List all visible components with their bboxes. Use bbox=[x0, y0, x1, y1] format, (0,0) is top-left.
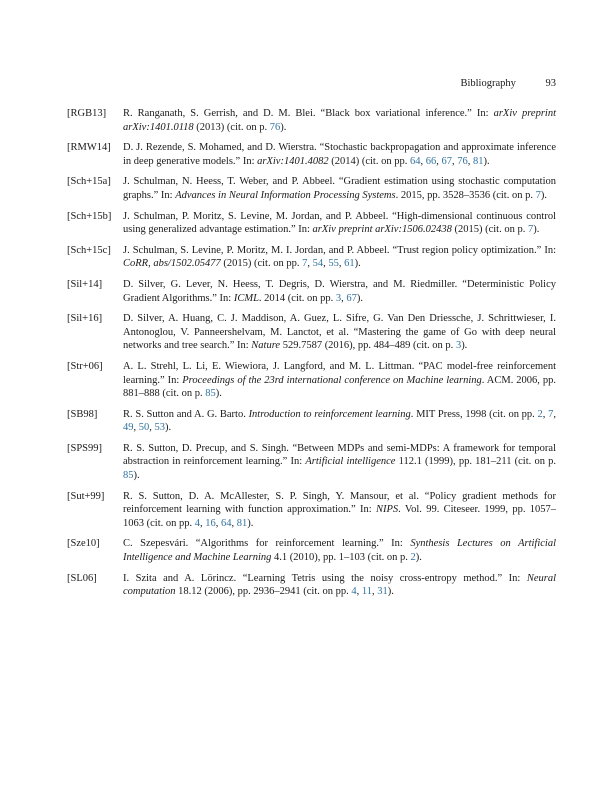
citation-text bbox=[123, 312, 556, 353]
citation-text-segment: , bbox=[215, 517, 221, 529]
citation-text-segment: ). bbox=[280, 121, 287, 133]
citation-text-segment: ). bbox=[483, 155, 490, 167]
italic-venue-text: arXiv:1401.4082 bbox=[257, 155, 329, 167]
citation-text-segment: , bbox=[451, 155, 458, 167]
page-reference-link[interactable]: 7 bbox=[302, 258, 308, 270]
citation-text-segment: R. S. Sutton, D. A. McAllester, S. P. Singh, Y. Mansour, et al. “Policy gradient methods for reinforcement learning with function approximation.” In: bbox=[123, 490, 556, 516]
citation-text-segment: ). bbox=[461, 340, 468, 352]
page-reference-link[interactable]: 85 bbox=[123, 470, 134, 482]
citation-text-segment: R. S. Sutton, D. Precup, and S. Singh. “Between MDPs and semi-MDPs: A framework for temporal abstraction in reinforcement learning.” In: bbox=[123, 442, 556, 468]
bibliography-entry bbox=[67, 175, 556, 202]
citation-text-segment: , bbox=[133, 422, 139, 434]
citation-key: [Sch+15b] bbox=[67, 210, 112, 222]
citation-text bbox=[123, 408, 556, 435]
citation-key: [SL06] bbox=[67, 572, 97, 584]
page-reference-link[interactable]: 66 bbox=[425, 155, 437, 167]
citation-text-segment: J. Schulman, P. Moritz, S. Levine, M. Jordan, and P. Abbeel. “High-dimensional continuous control using generalized advantage estimation.” In: bbox=[123, 210, 556, 236]
page-reference-link[interactable]: 81 bbox=[472, 155, 484, 167]
citation-text-segment: , bbox=[467, 155, 473, 167]
page-reference-link[interactable]: 61 bbox=[344, 258, 355, 270]
citation-text bbox=[123, 244, 556, 271]
citation-key: [Sil+14] bbox=[67, 278, 103, 290]
italic-venue-text: Artificial intelligence bbox=[305, 456, 396, 468]
citation-key: [Sch+15a] bbox=[67, 176, 111, 188]
page-reference-link[interactable]: 7 bbox=[535, 189, 541, 201]
page-reference-link[interactable]: 3 bbox=[455, 340, 462, 352]
citation-text-segment: ). bbox=[165, 422, 172, 434]
italic-venue-text: Neural computation bbox=[123, 572, 556, 598]
citation-text-segment: 529.7587 (2016), pp. 484–489 (cit. on p. bbox=[280, 340, 456, 352]
citation-text-segment: ). bbox=[133, 470, 140, 482]
italic-venue-text: arXiv preprint arXiv:1401.0118 bbox=[123, 108, 556, 133]
page-reference-link[interactable]: 2 bbox=[537, 408, 543, 420]
page-reference-link[interactable]: 16 bbox=[205, 517, 216, 529]
citation-text-segment: ). bbox=[387, 586, 394, 598]
citation-text-segment: . 2015, pp. 3528–3536 (cit. on p. bbox=[395, 189, 536, 201]
citation-text-segment: , bbox=[338, 258, 345, 270]
citation-text-segment: , bbox=[341, 292, 347, 304]
citation-text bbox=[123, 175, 556, 202]
citation-text-segment: , bbox=[200, 517, 206, 529]
citation-key: [RMW14] bbox=[67, 142, 111, 154]
bibliography-list bbox=[67, 107, 556, 606]
citation-key: [Sut+99] bbox=[67, 490, 105, 502]
italic-venue-text: arXiv preprint arXiv:1506.02438 bbox=[312, 224, 452, 236]
bibliography-entry bbox=[67, 408, 556, 435]
citation-text-segment: . MIT Press, 1998 (cit. on pp. bbox=[410, 408, 538, 420]
bibliography-entry bbox=[67, 572, 556, 599]
italic-venue-text: Nature bbox=[251, 340, 281, 352]
citation-text-segment: ). bbox=[415, 552, 422, 564]
citation-text-segment: C. Szepesvári. “Algorithms for reinforcement learning.” In: bbox=[123, 538, 411, 550]
page-reference-link[interactable]: 64 bbox=[409, 155, 421, 167]
citation-key: [RGB13] bbox=[67, 108, 107, 119]
citation-text-segment: , bbox=[323, 258, 329, 270]
citation-text-segment: D. Silver, G. Lever, N. Heess, T. Degris, D. Wierstra, and M. Riedmiller. “Deterministic Policy Gradient Algorithms.” In: bbox=[123, 278, 556, 304]
italic-venue-text: ICML bbox=[233, 292, 259, 304]
citation-text-segment: (2015) (cit. on pp. bbox=[220, 258, 303, 270]
citation-text-segment: ). bbox=[540, 189, 547, 201]
citation-text-segment: 4.1 (2010), pp. 1–103 (cit. on p. bbox=[271, 552, 411, 564]
citation-text bbox=[123, 278, 556, 305]
bibliography-entry bbox=[67, 312, 556, 353]
citation-key: [Str+06] bbox=[67, 360, 103, 372]
citation-text bbox=[123, 490, 556, 531]
citation-text-segment: ). bbox=[247, 517, 254, 529]
citation-text-segment: ). bbox=[356, 292, 364, 304]
citation-text-segment: J. Schulman, N. Heess, T. Weber, and P. Abbeel. “Gradient estimation using stochastic computation graphs.” In: bbox=[123, 176, 556, 201]
italic-venue-text: Advances in Neural Information Processing Systems bbox=[175, 189, 396, 201]
citation-text bbox=[123, 537, 556, 564]
bibliography-entry bbox=[67, 210, 556, 237]
citation-text-segment: ). bbox=[354, 258, 361, 270]
bibliography-entry bbox=[67, 490, 556, 531]
citation-text-segment: , bbox=[307, 258, 313, 270]
page-reference-link[interactable]: 54 bbox=[312, 258, 324, 270]
citation-text-segment: (2013) (cit. on p. bbox=[193, 121, 270, 133]
citation-key: [Sil+16] bbox=[67, 313, 103, 325]
page-reference-link[interactable]: 67 bbox=[346, 292, 357, 304]
italic-venue-text: Synthesis Lectures on Artificial Intelligence and Machine Learning bbox=[123, 538, 556, 564]
citation-key: [SB98] bbox=[67, 408, 98, 420]
page-reference-link[interactable]: 55 bbox=[328, 258, 339, 270]
citation-text-segment: , bbox=[542, 408, 549, 420]
citation-text-segment: 18.12 (2006), pp. 2936–2941 (cit. on pp. bbox=[175, 586, 352, 598]
citation-text-segment: R. S. Sutton and A. G. Barto. bbox=[123, 408, 249, 420]
page-reference-link[interactable]: 31 bbox=[377, 586, 388, 598]
citation-text-segment: J. Schulman, S. Levine, P. Moritz, M. I. Jordan, and P. Abbeel. “Trust region policy optimization.” In: bbox=[123, 244, 556, 256]
page-reference-link[interactable]: 2 bbox=[410, 552, 416, 564]
bibliography-entry bbox=[67, 141, 556, 168]
page-reference-link[interactable]: 4 bbox=[351, 586, 357, 598]
citation-text bbox=[123, 572, 556, 599]
citation-text-segment: D. J. Rezende, S. Mohamed, and D. Wierstra. “Stochastic backpropagation and approximate inference in deep generative models.” In: bbox=[123, 142, 556, 167]
bibliography-entry bbox=[67, 442, 556, 483]
page-reference-link[interactable]: 3 bbox=[335, 292, 342, 304]
page-reference-link[interactable]: 50 bbox=[138, 422, 150, 434]
citation-text-segment: ). bbox=[215, 388, 222, 400]
citation-key: [Sze10] bbox=[67, 538, 100, 550]
page-reference-link[interactable]: 53 bbox=[154, 422, 165, 434]
citation-text bbox=[123, 141, 556, 168]
page-reference-link[interactable]: 49 bbox=[123, 422, 134, 434]
page-reference-link[interactable]: 64 bbox=[221, 517, 232, 529]
page-reference-link[interactable]: 67 bbox=[441, 155, 452, 167]
citation-text-segment: 112.1 (1999), pp. 181–211 (cit. on p. bbox=[395, 456, 556, 468]
page-reference-link[interactable]: 81 bbox=[236, 517, 248, 529]
bibliography-entry bbox=[67, 107, 556, 134]
citation-text-segment: , bbox=[231, 517, 237, 529]
bibliography-entry bbox=[67, 537, 556, 564]
running-header bbox=[460, 78, 556, 90]
citation-key: [SPS99] bbox=[67, 442, 103, 454]
citation-text-segment: , bbox=[420, 155, 426, 167]
citation-text-segment: , bbox=[553, 408, 557, 420]
bibliography-entry bbox=[67, 244, 556, 271]
italic-venue-text: Introduction to reinforcement learning bbox=[248, 408, 411, 420]
citation-text bbox=[123, 360, 556, 401]
italic-venue-text: Proceedings of the 23rd international conference on Machine learning bbox=[182, 374, 482, 386]
citation-text bbox=[123, 210, 556, 237]
citation-text-segment: A. L. Strehl, L. Li, E. Wiewiora, J. Langford, and M. L. Littman. “PAC model-free reinforcement learning.” In: bbox=[123, 360, 556, 386]
page-reference-link[interactable]: 76 bbox=[269, 121, 281, 133]
page-reference-link[interactable]: 4 bbox=[194, 517, 200, 529]
citation-text bbox=[123, 442, 556, 483]
citation-text-segment: I. Szita and A. Lörincz. “Learning Tetris using the noisy cross-entropy method.” In: bbox=[123, 572, 527, 584]
citation-text-segment: ). bbox=[533, 224, 540, 236]
citation-key: [Sch+15c] bbox=[67, 244, 111, 256]
citation-text bbox=[123, 107, 556, 134]
citation-text-segment: , bbox=[436, 155, 442, 167]
page-reference-link[interactable]: 85 bbox=[205, 388, 216, 400]
page-reference-link[interactable]: 76 bbox=[457, 155, 468, 167]
bibliography-entry bbox=[67, 360, 556, 401]
italic-venue-text: NIPS bbox=[375, 504, 399, 516]
citation-text-segment: , bbox=[356, 586, 362, 598]
citation-text-segment: , bbox=[372, 586, 378, 598]
page-reference-link[interactable]: 7 bbox=[527, 224, 534, 236]
citation-text-segment: , bbox=[149, 422, 155, 434]
citation-text-segment: (2015) (cit. on p. bbox=[451, 224, 528, 236]
running-header-title: Bibliography bbox=[460, 78, 516, 89]
citation-text-segment: . Vol. 99. Citeseer. 1999, pp. 1057–1063 (cit. on pp. bbox=[123, 504, 556, 529]
italic-venue-text: CoRR, abs/1502.05477 bbox=[123, 258, 221, 270]
citation-text-segment: . 2014 (cit. on pp. bbox=[258, 292, 336, 304]
citation-text-segment: R. Ranganath, S. Gerrish, and D. M. Blei. “Black box variational inference.” In: bbox=[123, 108, 494, 119]
bibliography-entry bbox=[67, 278, 556, 305]
page-reference-link[interactable]: 11 bbox=[361, 586, 372, 598]
page-reference-link[interactable]: 7 bbox=[548, 408, 554, 420]
citation-text-segment: (2014) (cit. on pp. bbox=[328, 155, 410, 167]
citation-text-segment: . ACM. 2006, pp. 881–888 (cit. on p. bbox=[123, 374, 556, 400]
page-number: 93 bbox=[545, 78, 556, 89]
citation-text-segment: D. Silver, A. Huang, C. J. Maddison, A. Guez, L. Sifre, G. Van Den Driessche, J. Schrittwieser, I. Antonoglou, V. Panneershelvam, M. Lanctot, et al. “Mastering the game of Go with deep neural networks and tree search.” In: bbox=[123, 313, 556, 352]
